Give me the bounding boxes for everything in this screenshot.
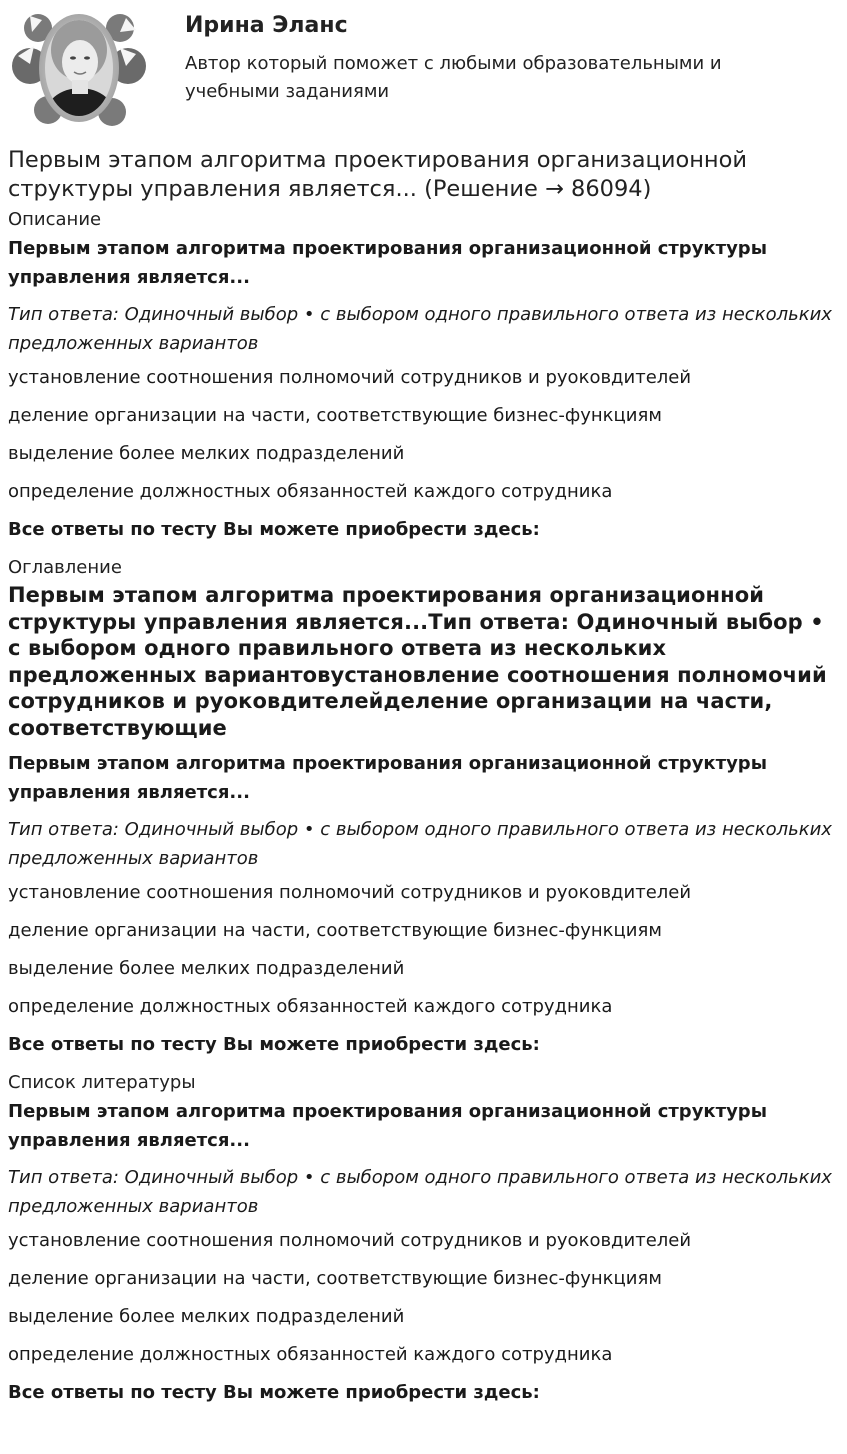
description-section (8, 208, 839, 542)
answer-option: деление организации на части, соответствующие бизнес-функциям (8, 1268, 662, 1289)
section-label-toc: Оглавление (8, 557, 122, 578)
answer-type: Тип ответа: Одиночный выбор • с выбором одного правильного ответа из нескольких предложенных вариантов (8, 304, 832, 354)
literature-section (8, 1071, 839, 1405)
answer-option: определение должностных обязанностей каждого сотрудника (8, 996, 613, 1017)
answer-option: выделение более мелких подразделений (8, 443, 405, 464)
answer-option: определение должностных обязанностей каждого сотрудника (8, 481, 613, 502)
answer-option: выделение более мелких подразделений (8, 1306, 405, 1327)
page (8, 0, 839, 1419)
section-label-literature: Список литературы (8, 1072, 196, 1093)
section-label-description: Описание (8, 209, 102, 230)
answer-option: определение должностных обязанностей каждого сотрудника (8, 1344, 613, 1365)
answer-option: деление организации на части, соответствующие бизнес-функциям (8, 920, 662, 941)
buy-answers-text: Все ответы по тесту Вы можете приобрести здесь: (8, 519, 540, 540)
author-description: Автор который поможет с любыми образовательными и учебными заданиями (185, 53, 722, 102)
answer-type: Тип ответа: Одиночный выбор • с выбором одного правильного ответа из нескольких предложенных вариантов (8, 819, 832, 869)
buy-answers-text: Все ответы по тесту Вы можете приобрести здесь: (8, 1034, 540, 1055)
answer-type: Тип ответа: Одиночный выбор • с выбором одного правильного ответа из нескольких предложенных вариантов (8, 1167, 832, 1217)
answer-option: установление соотношения полномочий сотрудников и руоковдителей (8, 882, 692, 903)
page-title: Первым этапом алгоритма проектирования организационной структуры управления является... (Решение → 86094) (8, 147, 748, 202)
answer-option: установление соотношения полномочий сотрудников и руоковдителей (8, 367, 692, 388)
question-text: Первым этапом алгоритма проектирования организационной структуры управления является... (8, 1101, 767, 1151)
question-text: Первым этапом алгоритма проектирования организационной структуры управления является... (8, 753, 767, 803)
answer-option: выделение более мелких подразделений (8, 958, 405, 979)
author-name[interactable]: Ирина Эланс (185, 13, 348, 38)
author-header (8, 0, 839, 140)
answer-option: деление организации на части, соответствующие бизнес-функциям (8, 405, 662, 426)
answer-option: установление соотношения полномочий сотрудников и руоковдителей (8, 1230, 692, 1251)
question-text: Первым этапом алгоритма проектирования организационной структуры управления является... (8, 238, 767, 288)
author-avatar[interactable] (8, 6, 150, 130)
toc-heading: Первым этапом алгоритма проектирования организационной структуры управления является...Тип ответа: Одиночный выбор • с выбором одного правильного ответа из нескольких предложенных вариантовустановление соотношения полномочий сотрудников и руоковдителейделение организации на части, соответствующие (8, 583, 827, 740)
buy-answers-text: Все ответы по тесту Вы можете приобрести здесь: (8, 1382, 540, 1403)
toc-section (8, 556, 839, 1057)
